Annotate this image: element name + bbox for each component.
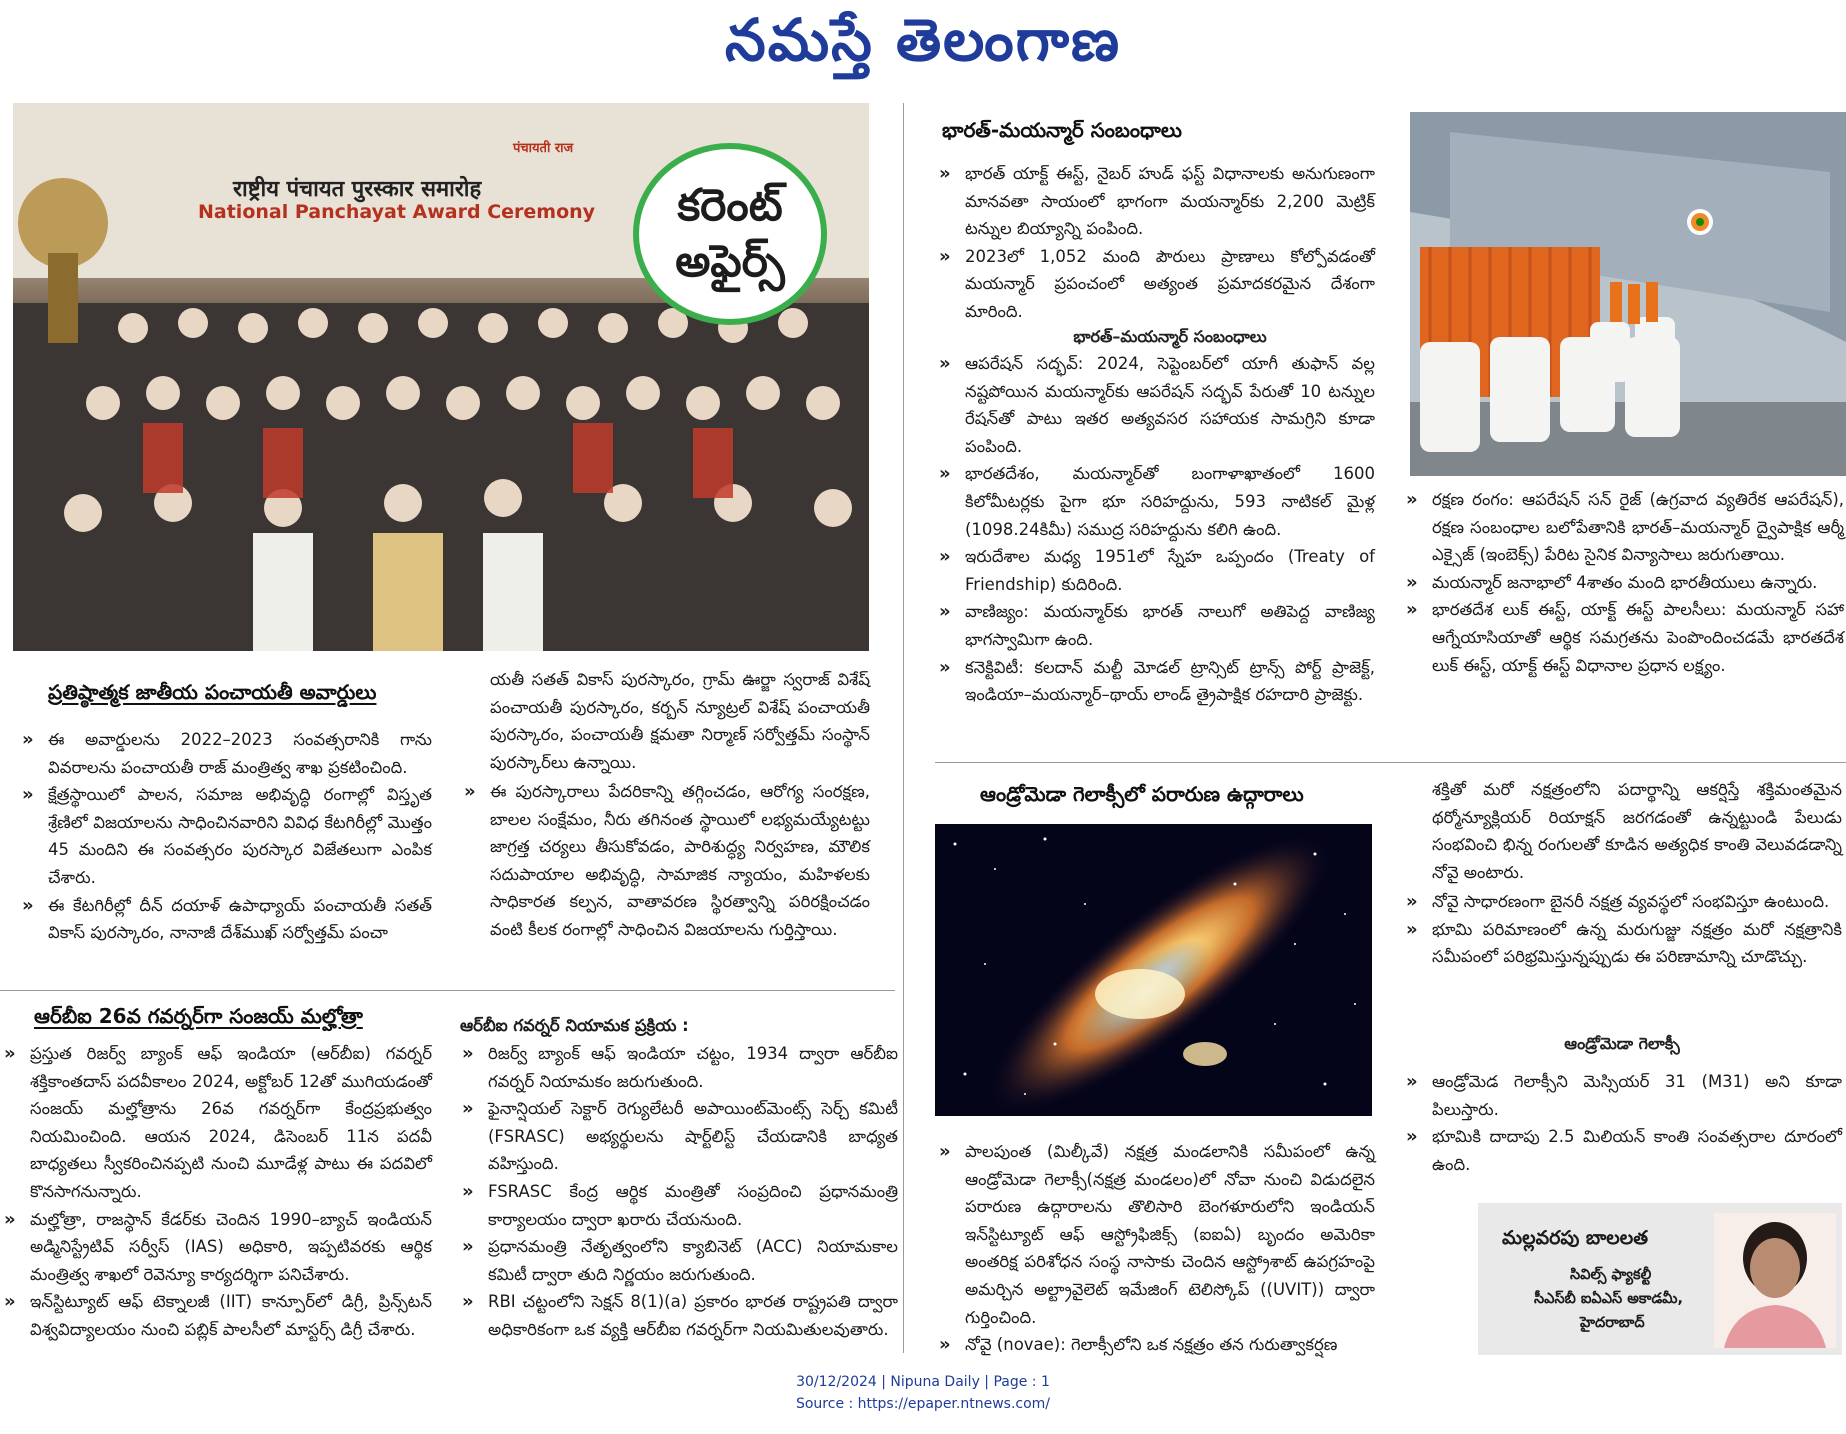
list-item: » ఫైనాన్షియల్ సెక్టార్ రెగ్యులేటరీ అపాయింట్‌మెంట్స్ సెర్చ్ కమిటీ (FSRASC) అభ్యర్థులను షార్ట్‌లిస్ట్ చేయడానికి బాధ్యత వహిస్తుంది. xyxy=(458,1095,898,1178)
andromeda-col2-top-list xyxy=(1402,888,1842,971)
list-item: » ఆపరేషన్ సద్భవ్: 2024, సెప్టెంబర్‌లో యాగీ తుఫాన్ వల్ల నష్టపోయిన మయన్మార్‌కు ఆపరేషన్ సద్భవ్ పేరుతో 10 టన్నుల రేషన్‌తో పాటు ఇతర అత్యవసర సహాయక సామగ్రిని కూడా పంపింది. xyxy=(935,350,1375,460)
list-item: » పాలపుంత (మిల్కీవే) నక్షత్ర మండలానికి సమీపంలో ఉన్న ఆండ్రోమెడా గెలాక్సీ(నక్షత్ర మండలం)లో నోవా నుంచి విడుదలైన పరారుణ ఉద్గారాలను తొలిసారి బెంగళూరులోని ఇండియన్ ఇన్‌స్టిట్యూట్ ఆఫ్ ఆస్ట్రోఫిజిక్స్ (ఐఐఏ) బృందం అమెరికా అంతరిక్ష పరిశోధన సంస్థ నాసాకు చెందిన ఆస్ట్రోశాట్ ఉపగ్రహంపై అమర్చిన అల్ట్రావైలెట్ ఇమేజింగ్ టెలిస్కోప్ ((UVIT)) ద్వారా గుర్తించింది. xyxy=(935,1138,1375,1331)
andromeda-galaxy-photo xyxy=(935,824,1372,1116)
myanmar-heading: భారత్-మయన్మార్ సంబంధాలు xyxy=(942,118,1182,142)
footer-source-line: Source : https://epaper.ntnews.com/ xyxy=(795,1396,1051,1412)
list-item: » ప్రధానమంత్రి నేతృత్వంలోని క్యాబినెట్ (ACC) నియామకాల కమిటీ ద్వారా తుది నిర్ణయం జరుగుతుంది. xyxy=(458,1233,898,1288)
myanmar-subheading: భారత్–మయన్మార్ సంబంధాలు xyxy=(1073,327,1267,346)
award-banner-english: National Panchayat Award Ceremony xyxy=(198,201,596,223)
list-item: » FSRASC కేంద్ర ఆర్థిక మంత్రితో సంప్రదించి ప్రధానమంత్రి కార్యాలయం ద్వారా ఖరారు చేయనుంది. xyxy=(458,1178,898,1233)
aircraft-photo-illustration xyxy=(1410,112,1846,476)
badge-line-1: కరెంట్ xyxy=(677,180,783,231)
list-item: » ఇన్‌స్టిట్యూట్ ఆఫ్ టెక్నాలజీ (IIT) కాన్పూర్‌లో డిగ్రీ, ప్రిన్స్‌టన్ విశ్వవిద్యాలయం నుంచి పబ్లిక్ పాలసీలో మాస్టర్స్ డిగ్రీ చేశారు. xyxy=(0,1288,432,1326)
author-line-3: హైదరాబాద్ xyxy=(1580,1315,1645,1331)
award-banner-hindi: राष्ट्रीय पंचायत पुरस्कार समारोह xyxy=(233,177,482,202)
myanmar-col1-bottom-list xyxy=(935,350,1375,709)
column-divider xyxy=(903,103,904,1353)
list-item: » భూమి పరిమాణంలో ఉన్న మరుగుజ్జు నక్షత్రం మరో నక్షత్రానికి సమీపంలో పరిభ్రమిస్తున్నప్పుడు ఈ పరిణామాన్ని చూడొచ్చు. xyxy=(1402,916,1842,971)
list-item: » వాణిజ్యం: మయన్మార్‌కు భారత్ నాలుగో అతిపెద్ద వాణిజ్య భాగస్వామిగా ఉంది. xyxy=(935,598,1375,653)
rbi-col2-list xyxy=(458,1040,898,1354)
list-item: » భారతదేశ లుక్ ఈస్ట్, యాక్ట్ ఈస్ట్ పాలసీలు: మయన్మార్ సహా ఆగ్నేయాసియాతో ఆర్థిక సమగ్రతను పెంపొందించడమే భారతదేశ లుక్ ఈస్ట్, యాక్ట్ ఈస్ట్ విధానాల ప్రధాన లక్ష్యం. xyxy=(1402,596,1844,679)
list-item: » నోవై సాధారణంగా బైనరీ నక్షత్ర వ్యవస్థలో సంభవిస్తూ ఉంటుంది. xyxy=(1402,888,1842,916)
awards-heading: ప్రతిష్ఠాత్మక జాతీయ పంచాయతీ అవార్డులు xyxy=(48,680,377,704)
awards-col1-list xyxy=(18,726,432,947)
author-line-1: సివిల్స్ ఫ్యాకల్టీ xyxy=(1570,1267,1652,1283)
list-item: » 2023లో 1,052 మంది పౌరులు ప్రాణాలు కోల్పోవడంతో మయన్మార్ ప్రపంచంలో అత్యంత ప్రమాదకరమైన దేశంగా మారింది. xyxy=(935,243,1375,326)
list-item: » నోవై (novae): గెలాక్సీలోని ఒక నక్షత్రం తన గురుత్వాకర్షణ xyxy=(935,1331,1375,1359)
list-item: » ఈ కేటగిరీల్లో దీన్ దయాళ్ ఉపాధ్యాయ్ పంచాయతీ సతత్ వికాస్ పురస్కారం, నానాజీ దేశ్‌ముఖ్ సర్వోత్తమ్ పంచా xyxy=(18,892,432,947)
list-item: » రిజర్వ్ బ్యాంక్ ఆఫ్ ఇండియా చట్టం, 1934 ద్వారా ఆర్‌బీఐ గవర్నర్ నియామకం జరుగుతుంది. xyxy=(458,1040,898,1095)
list-item: » క్షేత్రస్థాయిలో పాలన, సమాజ అభివృద్ధి రంగాల్లో విస్తృత శ్రేణిలో విజయాలను సాధించినవారిని వివిధ కేటగిరీల్లో మొత్తం 45 మందిని ఈ సంవత్సరం పురస్కార విజేతలుగా ఎంపిక చేశారు. xyxy=(18,781,432,891)
awards-col2-continuation: యతీ సతత్ వికాస్ పురస్కారం, గ్రామ్ ఊర్జా స్వరాజ్ విశేష్ పంచాయతీ పురస్కారం, కర్బన్ న్యూట్రల్ విశేష్ పంచాయతీ పురస్కారం, పంచాయతీ క్షమతా నిర్మాణ్ సర్వోత్తమ్ సంస్థాన్ పురస్కార్‌లు ఉన్నాయి. xyxy=(490,670,870,772)
author-box xyxy=(1478,1203,1842,1355)
masthead-title: నమస్తే తెలంగాణ xyxy=(725,6,1121,74)
list-item: » ఇరుదేశాల మధ్య 1951లో స్నేహ ఒప్పందం (Treaty of Friendship) కుదిరింది. xyxy=(935,543,1375,598)
myanmar-col2-list xyxy=(1402,486,1844,679)
author-name: మల్లవరపు బాలలత xyxy=(1502,1227,1649,1249)
relief-aircraft-photo xyxy=(1410,112,1846,476)
galaxy-photo-illustration xyxy=(935,824,1372,1116)
andromeda-col1-list xyxy=(935,1138,1375,1359)
rbi-heading: ఆర్‌బీఐ 26వ గవర్నర్‌గా సంజయ్ మల్హోత్రా xyxy=(34,1004,363,1028)
rbi-process-heading: ఆర్‌బీఐ గవర్నర్ నియామక ప్రక్రియ : xyxy=(460,1016,689,1035)
list-item: » RBI చట్టంలోని సెక్షన్ 8(1)(a) ప్రకారం భారత రాష్ట్రపతి ద్వారా అధికారికంగా ఒక వ్యక్తి ఆర్‌బీఐ గవర్నర్‌గా నియమితులవుతారు. xyxy=(458,1288,898,1354)
section-divider xyxy=(0,990,895,991)
list-item: » మయన్మార్ జనాభాలో 4శాతం మంది భారతీయులు ఉన్నారు. xyxy=(1402,569,1844,597)
andromeda-heading: ఆండ్రోమెడా గెలాక్సీలో పరారుణ ఉద్గారాలు xyxy=(980,782,1304,806)
author-portrait-illustration xyxy=(1714,1213,1836,1348)
list-item: » ఈ అవార్డులను 2022–2023 సంవత్సరానికి గాను వివరాలను పంచాయతీ రాజ్ మంత్రిత్వ శాఖ ప్రకటించింది. xyxy=(18,726,432,781)
list-item: » భూమికి దాదాపు 2.5 మిలియన్ కాంతి సంవత్సరాల దూరంలో ఉంది. xyxy=(1402,1123,1842,1178)
author-photo xyxy=(1714,1213,1836,1348)
myanmar-col1-top-list xyxy=(935,160,1375,326)
list-item: » మల్హోత్రా, రాజస్థాన్ కేడర్‌కు చెందిన 1990–బ్యాచ్ ఇండియన్ అడ్మినిస్ట్రేటివ్ సర్వీస్ (IAS) అధికారి, ఇప్పటివరకు ఆర్థిక మంత్రిత్వ శాఖలో రెవెన్యూ కార్యదర్శిగా పనిచేశారు. xyxy=(0,1206,432,1289)
list-item: » భారత్ యాక్ట్ ఈస్ట్, నైబర్ హుడ్ ఫస్ట్ విధానాలకు అనుగుణంగా మానవతా సాయంలో భాగంగా మయన్మార్‌కు 2,200 మెట్రిక్ టన్నుల బియ్యాన్ని పంపింది. xyxy=(935,160,1375,243)
rbi-col1-list xyxy=(0,1040,432,1339)
award-logo-text: पंचायती राज xyxy=(513,141,574,156)
author-line-2: సీఎస్‌బీ ఐఏఎస్ అకాడమీ, xyxy=(1534,1291,1684,1307)
list-item: » భారతదేశం, మయన్మార్‌తో బంగాళాఖాతంలో 1600 కిలోమీటర్లకు పైగా భూ సరిహద్దును, 593 నాటికల్ మైళ్ల (1098.24కిమీ) సముద్ర సరిహద్దును కలిగి ఉంది. xyxy=(935,460,1375,543)
andromeda-col2-bottom-list xyxy=(1402,1068,1842,1178)
awards-col2-list xyxy=(460,778,870,944)
list-item: » ఆండ్రోమెడ గెలాక్సీని మెస్సియర్ 31 (M31) అని కూడా పిలుస్తారు. xyxy=(1402,1068,1842,1123)
list-item: » కనెక్టివిటీ: కలదాన్ మల్టీ మోడల్ ట్రాన్సిట్ ట్రాన్స్ పోర్ట్ ప్రాజెక్ట్, ఇండియా–మయన్మార్–థాయ్ లాండ్ త్రైపాక్షిక రహదారి ప్రాజెక్టు. xyxy=(935,654,1375,709)
andromeda-subheading: ఆండ్రోమెడా గెలాక్సీ xyxy=(1564,1034,1680,1053)
badge-line-2: అఫైర్స్ xyxy=(675,236,785,287)
footer-date-line: 30/12/2024 | Nipuna Daily | Page : 1 xyxy=(796,1374,1050,1390)
list-item: » ఈ పురస్కారాలు పేదరికాన్ని తగ్గించడం, ఆరోగ్య సంరక్షణ, బాలల సంక్షేమం, నీరు తగినంత స్థాయిలో లభ్యమయ్యేటట్టు జాగ్రత్త చర్యలు తీసుకోవడం, పారిశుద్ధ్య నిర్వహణ, మౌలిక సదుపాయాల అభివృద్ధి, సామాజిక న్యాయం, మహిళలకు సాధికారత కల్పన, వాతావరణ స్థిరత్వాన్ని పరిరక్షించడం వంటి కీలక రంగాల్లో సాధించిన విజయాలను గుర్తిస్తాయి. xyxy=(460,778,870,944)
list-item: » రక్షణ రంగం: ఆపరేషన్ సన్ రైజ్ (ఉగ్రవాద వ్యతిరేక ఆపరేషన్), రక్షణ సంబంధాల బలోపేతానికి భారత్–మయన్మార్ ద్వైపాక్షిక ఆర్మీ ఎక్సైజ్ (ఇంబెక్స్) పేరిట సైనిక విన్యాసాలు జరుగుతాయి. xyxy=(1402,486,1844,569)
andromeda-col2-continuation: శక్తితో మరో నక్షత్రంలోని పదార్థాన్ని ఆకర్షిస్తే శక్తిమంతమైన థర్మోన్యూక్లియర్ రియాక్షన్ జరగడంతో ఉన్నట్టుండి పేలుడు సంభవించి భిన్న రంగులతో కూడిన అత్యధిక కాంతి వెలువడడాన్ని నోవై అంటారు. xyxy=(1432,780,1842,882)
current-affairs-badge xyxy=(633,143,827,325)
list-item: » ప్రస్తుత రిజర్వ్ బ్యాంక్ ఆఫ్ ఇండియా (ఆర్‌బీఐ) గవర్నర్ శక్తికాంతదాస్ పదవీకాలం 2024, అక్టోబర్ 12తో ముగియడంతో సంజయ్ మల్హోత్రాను 26వ గవర్నర్‌గా కేంద్రప్రభుత్వం నియమించింది. ఆయన 2024, డిసెంబర్ 11న పదవీ బాధ్యతలు స్వీకరించినప్పటి నుంచి మూడేళ్ల పాటు ఈ పదవిలో కొనసాగనున్నారు. xyxy=(0,1040,432,1206)
section-divider xyxy=(935,762,1846,763)
